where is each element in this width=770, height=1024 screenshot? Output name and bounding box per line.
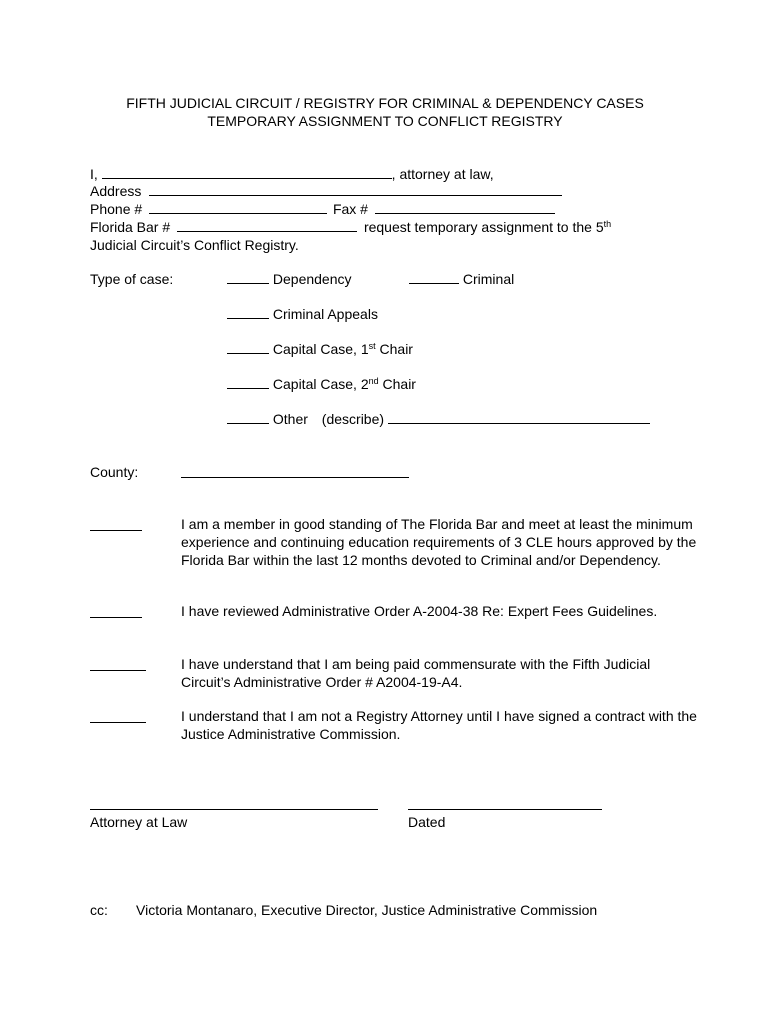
capital-second-chair-check-field[interactable] (227, 375, 269, 389)
statement-1-initial-field[interactable] (90, 530, 142, 531)
phone-label: Phone # (90, 201, 143, 217)
criminal-option (409, 270, 514, 288)
statement-3-initial-field[interactable] (90, 670, 146, 671)
address-field[interactable] (149, 182, 562, 196)
attorney-name-row (90, 165, 494, 183)
other-check-field[interactable] (227, 410, 269, 424)
statement-2-text: I have reviewed Administrative Order A-2004-38 Re: Expert Fees Guidelines. (181, 603, 658, 619)
statement-1-text: I am a member in good standing of The Florida Bar and meet at least the minimum experience and continuing education requirements of 3 CLE hours approved by the Florida Bar within the last 12 months devoted to Criminal and/or Dependency. (181, 516, 697, 568)
attorney-signature-line[interactable] (90, 809, 378, 810)
county-field[interactable] (181, 477, 409, 478)
phone-field[interactable] (149, 200, 327, 214)
attorney-at-law-text: , attorney at law, (391, 166, 494, 182)
form-title: FIFTH JUDICIAL CIRCUIT / REGISTRY FOR CRIMINAL & DEPENDENCY CASES (126, 95, 644, 111)
other-describe-field[interactable] (388, 410, 650, 424)
statement-4-initial-field[interactable] (90, 722, 146, 723)
florida-bar-field[interactable] (177, 218, 357, 232)
dependency-check-field[interactable] (227, 270, 269, 284)
attorney-name-field[interactable] (102, 165, 392, 179)
dated-label: Dated (408, 814, 446, 830)
criminal-label: Criminal (462, 271, 515, 287)
cc-recipient: Victoria Montanaro, Executive Director, Justice Administrative Commission (136, 902, 598, 918)
address-row (90, 182, 562, 200)
criminal-check-field[interactable] (409, 270, 459, 284)
date-signature-line[interactable] (408, 809, 602, 810)
attorney-at-law-label: Attorney at Law (90, 814, 188, 830)
fax-field[interactable] (375, 200, 555, 214)
criminal-appeals-option (227, 305, 378, 323)
capital-first-chair-label: Capital Case, 1st Chair (272, 341, 413, 357)
county-label: County: (90, 464, 139, 480)
type-of-case-label: Type of case: (90, 271, 174, 287)
dependency-label: Dependency (272, 271, 352, 287)
address-label: Address (90, 183, 142, 199)
capital-first-chair-option (227, 340, 413, 358)
other-option (227, 410, 650, 428)
statement-2-initial-field[interactable] (90, 617, 142, 618)
request-text: request temporary assignment to the 5th (363, 219, 612, 235)
florida-bar-row (90, 218, 611, 236)
other-label: Other (272, 411, 308, 427)
florida-bar-label: Florida Bar # (90, 219, 171, 235)
statement-4-text: I understand that I am not a Registry Attorney until I have signed a contract with the Justice Administrative Commission. (181, 708, 697, 742)
phone-fax-row (90, 200, 555, 218)
fax-label: Fax # (332, 201, 368, 217)
describe-label: (describe) (321, 411, 385, 427)
statement-3-text: I have understand that I am being paid commensurate with the Fifth Judicial Circuit’s Administrative Order # A2004-19-A4. (181, 656, 651, 690)
i-label: I, (90, 166, 98, 182)
form-subtitle: TEMPORARY ASSIGNMENT TO CONFLICT REGISTRY (207, 113, 563, 129)
request-continuation: Judicial Circuit’s Conflict Registry. (90, 237, 299, 253)
dependency-option (227, 270, 352, 288)
capital-second-chair-label: Capital Case, 2nd Chair (272, 376, 416, 392)
capital-first-chair-check-field[interactable] (227, 340, 269, 354)
capital-second-chair-option (227, 375, 416, 393)
cc-label: cc: (90, 902, 108, 918)
criminal-appeals-check-field[interactable] (227, 305, 269, 319)
criminal-appeals-label: Criminal Appeals (272, 306, 378, 322)
